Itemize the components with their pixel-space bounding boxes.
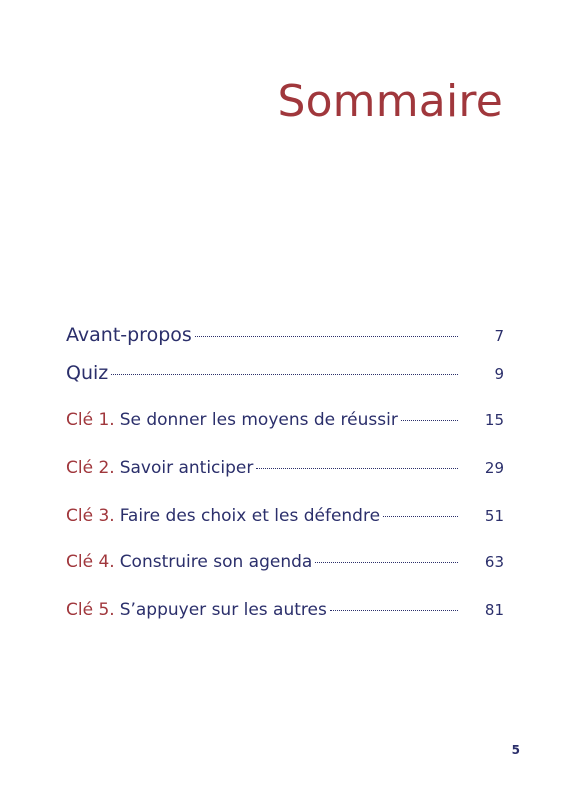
toc-page-number: 63 [484,553,504,571]
dot-leader [383,515,458,517]
toc-page-number: 29 [484,459,504,477]
toc-entry-title: Faire des choix et les défendre [119,506,381,526]
toc-page-number: 81 [484,601,504,619]
toc-entry-cle-1[interactable] [66,410,504,440]
toc-entry-quiz[interactable] [66,362,504,392]
toc-entry-cle-5[interactable] [66,600,504,630]
toc-entry-label [66,600,458,620]
toc-entry-label [66,410,458,430]
dot-leader [111,373,458,375]
toc-entry-title: Savoir anticiper [119,458,254,478]
toc-entry-label [66,552,458,572]
dot-leader [256,467,458,469]
page-title: Sommaire [277,76,503,127]
toc-entry-cle-4[interactable] [66,552,504,582]
toc-entry-prefix: Clé 2. [66,458,115,478]
toc-entry-prefix: Clé 4. [66,552,115,572]
toc-entry-cle-2[interactable] [66,458,504,488]
dot-leader [401,419,458,421]
dot-leader [315,561,458,563]
toc-entry-prefix: Clé 5. [66,600,115,620]
toc-entry-label [66,324,458,346]
toc-page-number: 9 [494,365,504,383]
toc-page-number: 7 [494,327,504,345]
toc-entry-avant-propos[interactable] [66,324,504,354]
toc-entry-prefix: Clé 1. [66,410,115,430]
toc-entry-prefix: Clé 3. [66,506,115,526]
toc-entry-label [66,458,458,478]
toc-entry-title: Construire son agenda [119,552,313,572]
toc-entry-title: S’appuyer sur les autres [119,600,327,620]
toc-entry-label [66,362,458,384]
page-number: 5 [511,743,520,757]
dot-leader [330,609,458,611]
toc-entry-label [66,506,458,526]
toc-page-number: 15 [484,411,504,429]
toc-entry-cle-3[interactable] [66,506,504,536]
dot-leader [195,335,458,337]
toc-entry-title: Se donner les moyens de réussir [119,410,398,430]
toc-page-number: 51 [484,507,504,525]
toc-entry-title: Quiz [66,362,109,384]
toc-entry-title: Avant-propos [66,324,192,346]
